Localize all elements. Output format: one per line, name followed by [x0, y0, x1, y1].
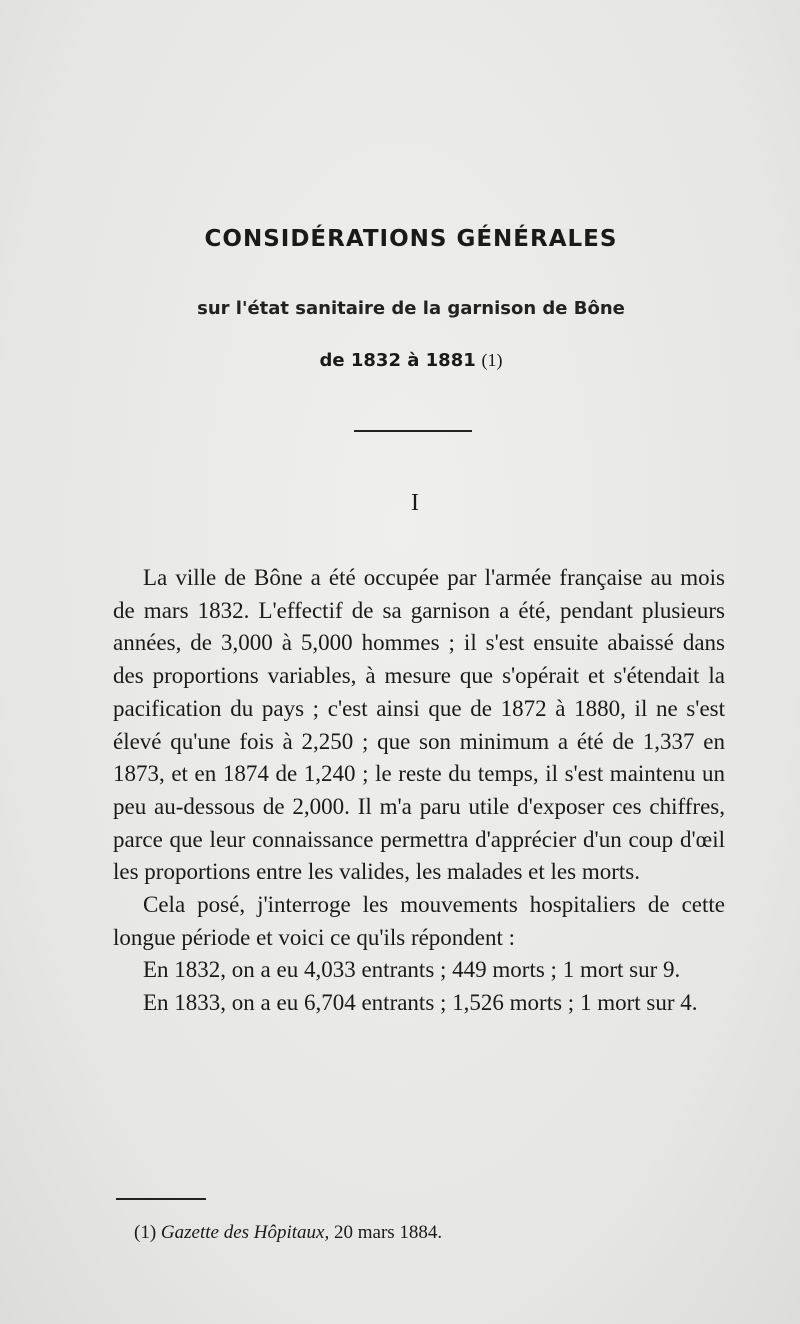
footnote-date: 20 mars 1884.	[333, 1222, 443, 1243]
years-text: de 1832 à 1881	[319, 350, 476, 371]
title-divider	[354, 430, 472, 432]
footnote-divider	[116, 1198, 206, 1200]
section-number: I	[411, 490, 419, 516]
paragraph-2: Cela posé, j'interroge les mouvements hospitaliers de cette longue période et voici ce qu'ils répondent :	[113, 892, 725, 950]
paragraph-4: En 1833, on a eu 6,704 entrants ; 1,526 morts ; 1 mort sur 4.	[143, 990, 698, 1016]
paragraph-3: En 1832, on a eu 4,033 entrants ; 449 morts ; 1 mort sur 9.	[143, 957, 681, 983]
body-text	[113, 562, 725, 1020]
chapter-years	[0, 350, 800, 371]
chapter-title: CONSIDÉRATIONS GÉNÉRALES	[204, 226, 618, 252]
paragraph-1: La ville de Bône a été occupée par l'armée française au mois de mars 1832. L'effectif de sa garnison a été, pendant plusieurs années, de 3,000 à 5,000 hommes ; il s'est ensuite abaissé dans des proportions variables, à mesure que s'opérait et s'étendait la pacification du pays ; c'est ainsi que de 1872 à 1880, il ne s'est élevé qu'une fois à 2,250 ; que son minimum a été de 1,337 en 1873, et en 1874 de 1,240 ; le reste du temps, il s'est maintenu un peu au-dessous de 2,000. Il m'a paru utile d'exposer ces chiffres, parce que leur connaissance permettra d'apprécier d'un coup d'œil les proportions entre les valides, les malades et les morts.	[113, 565, 725, 885]
footnote-source: Gazette des Hôpitaux,	[160, 1222, 330, 1243]
footnote	[134, 1222, 442, 1244]
chapter-subtitle: sur l'état sanitaire de la garnison de Bône	[197, 298, 625, 319]
footnote-marker: (1)	[134, 1222, 157, 1243]
footnote-reference: (1)	[481, 350, 503, 370]
